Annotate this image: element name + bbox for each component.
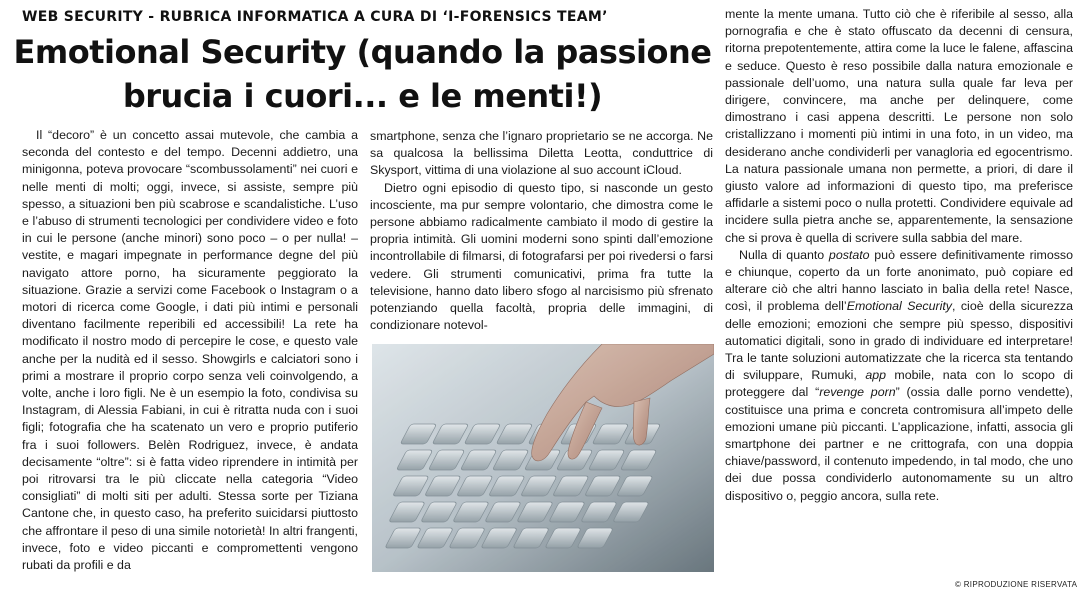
column-3-italic-revenge-porn: revenge porn [819, 385, 896, 400]
column-3-italic-emotional-security: Emotional Security [846, 299, 952, 314]
column-3-italic-app: app [865, 368, 886, 383]
column-2-paragraph-1: smartphone, senza che l’ignaro proprietario se ne accorga. Ne sa qualcosa la bellissima Diletta Leotta, conduttrice di Skysport, vittima di una violazione al suo account iCloud. [370, 129, 713, 178]
article-column-1 [22, 127, 358, 572]
column-3-text-b: può essere definitivamente rimosso e chiunque, coperto da un forte anonimato, può copiare ed alterare ciò che altri hanno lasciato in balìa della rete! Nasce, così, il problema dell’ [725, 247, 1073, 314]
article-column-2 [370, 128, 713, 333]
column-3-text-a: Nulla di quanto [739, 247, 829, 262]
column-2-paragraph-2: Dietro ogni episodio di questo tipo, si nasconde un gesto incosciente, ma pur sempre volontario, che dimostra come le persone abbiamo radicalmente cambiato il modo di gestire la propria intimità. Gli uomini moderni sono spinti dall’emozione incontrollabile di filmarsi, di fotografarsi per poi rivedersi o farsi vedere. Gli strumenti comunicativi, prima fra tutte la televisione, hanno dato libero sfogo al narcisismo più sfrenato potenziando quella facoltà, propria delle immagini, di condizionare notevol- [370, 180, 713, 333]
copyright-notice: © RIPRODUZIONE RISERVATA [955, 580, 1078, 589]
column-3-text-e: ” (ossia dalle porno vendette), costituisce una prima e concreta contromisura all’impeto delle emozioni umane più piccanti. L’applicazione, infatti, associa gli smartphone dei partner e ne crittografa, con una doppia chiave/password, il contenuto impedendo, in tal modo, che uno dei due possa condividerlo autonomamente su un altro dispositivo o, peggio ancora, sulla rete. [725, 385, 1073, 503]
keyboard-hand-illustration [372, 344, 714, 572]
column-3-text-d: mobile, nata con lo scopo di proteggere dal “ [725, 368, 1073, 400]
column-3-paragraph-2 [725, 247, 1073, 505]
column-1-paragraph-1: Il “decoro” è un concetto assai mutevole, che cambia a seconda del contesto e del tempo. Decenni addietro, una minigonna, poteva provocare “scombussolamenti” nei cuori e nelle menti di molti; oggi, invece, si assiste, sempre più spesso, a situazioni ben più scabrose e scandalistiche. L’uso e l’abuso di strumenti tecnologici per condividere video e foto in cui le persone (anche minori) sono poco – o per nulla! – vestite, e magari impegnate in performance degne del più navigato attore porno, ha sicuramente peggiorato la situazione. Grazie a servizi come Facebook o Instagram o a motori di ricerca come Google, i dati più intimi e personali diventano facilmente reperibili ed accessibili! La rete ha modificato il nostro modo di percepire le cose, e questo vale anche per la nudità ed il sesso. Showgirls e calciatori sono i primi a mostrare il proprio corpo senza veli coinvolgendo, a volte, anche i loro figli. Ne è un esempio la foto, condivisa su Instagram, di Alessia Fabiani, in cui è ritratta nuda con i suoi figli; fotografia che ha scatenato un vero e proprio putiferio fra i suoi followers. Belèn Rodriguez, invece, è andata decisamente “oltre”: si è fatta video riprendere in intimità per poi ritrovarsi tra le più cliccate nella categoria “Video consigliati” di molti siti per adulti. Stessa sorte per Tiziana Cantone che, in questo caso, ha preferito suicidarsi piuttosto che affrontare il peso di una simile notorietà! In altri frangenti, invece, foto e video piccanti e compromettenti vengono rubati da profili e da [22, 128, 358, 572]
column-3-text-c: , cioè della sicurezza delle emozioni; emozioni che sempre più spesso, dispositivi automatici digitali, sono in grado di individuare ed interpretare! Tra le tante soluzioni automatizzate che la ricerca sta tentando di sviluppare, Rumuki, [725, 299, 1073, 383]
section-kicker: WEB SECURITY - RUBRICA INFORMATICA A CURA DI ‘I-FORENSICS TEAM’ [22, 9, 608, 25]
headline [10, 30, 715, 118]
keyboard-photo [372, 344, 714, 572]
article-column-3 [725, 6, 1073, 576]
headline-line-2: brucia i cuori... e le menti!) [122, 77, 603, 115]
headline-line-1: Emotional Security (quando la passione [13, 33, 712, 71]
column-3-italic-postato: postato [828, 247, 870, 262]
column-3-paragraph-1: mente la mente umana. Tutto ciò che è riferibile al sesso, alla pornografia e che è stato offuscato da decenni di censura, ritorna prepotentemente, attira come la luce le falene, affascina e seduce. Questo è reso possibile dalla natura emozionale e passionale dell’uomo, una natura sulla quale far leva per dirigere, convincere, ma anche per delinquere, come dimostrano i casi appena descritti. Le persone non solo cristallizzano i momenti più intimi in una foto, in un video, ma desiderano anche condividerli per vanagloria ed egocentrismo. La natura passionale umana non permette, a priori, di dare il giusto valore ad informazioni di questo tipo, ma preferisce affidarle a sistemi poco o nulla protetti. Condividere equivale ad incidere sulla pietra anche se, apparentemente, la sensazione che si prova è quella di scrivere sulla sabbia del mare. [725, 7, 1073, 245]
